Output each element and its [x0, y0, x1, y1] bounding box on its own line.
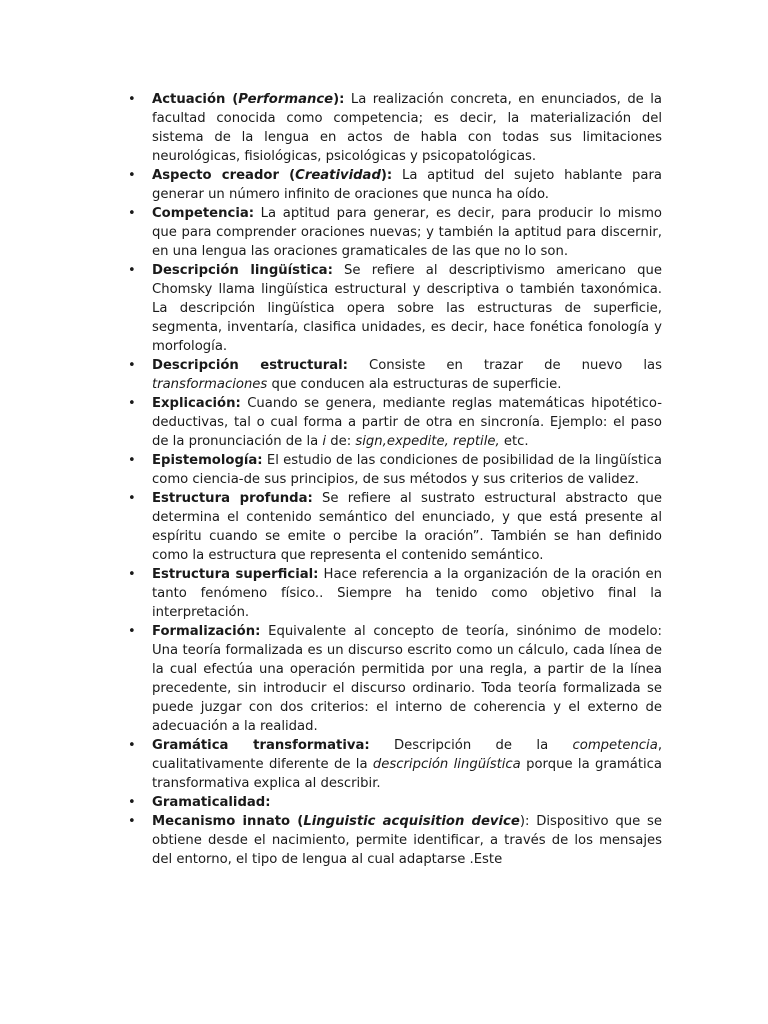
glossary-entry	[128, 356, 662, 394]
entry-definition-text: La aptitud para generar, es decir, para producir lo mismo que para comprender oraciones nuevas; y también la aptitud para discernir, en una lengua las oraciones gramaticales de las que no lo son.	[152, 206, 662, 259]
entry-term: Gramática transformativa:	[152, 738, 370, 753]
entry-term: Creatividad	[295, 168, 381, 183]
entry-term: Epistemología:	[152, 453, 263, 468]
entry-definition-text: de:	[326, 434, 356, 449]
glossary-entry	[128, 394, 662, 451]
bullet-icon: •	[128, 263, 136, 278]
glossary-entry	[128, 489, 662, 565]
bullet-icon: •	[128, 206, 136, 221]
entry-term: ):	[380, 168, 393, 183]
entry-term: Mecanismo innato (	[152, 814, 304, 829]
bullet-icon: •	[128, 453, 136, 468]
entry-term: Linguistic acquisition device	[303, 814, 520, 829]
entry-term: Explicación:	[152, 396, 241, 411]
glossary-entry	[128, 622, 662, 736]
entry-italic-text: sign,expedite, reptile,	[355, 434, 500, 449]
bullet-icon: •	[128, 567, 136, 582]
entry-italic-text: transformaciones	[152, 377, 268, 392]
entry-definition-text: Equivalente al concepto de teoría, sinónimo de modelo: Una teoría formalizada es un discurso escrito como un cálculo, cada línea de la cual efectúa una operación permitida por una regla, a partir de la línea precedente, sin introducir el discurso ordinario. Toda teoría formalizada se puede juzgar con dos criterios: el interno de coherencia y el externo de adecuación a la realidad.	[152, 624, 662, 734]
entry-term: Performance	[238, 92, 334, 107]
bullet-icon: •	[128, 795, 136, 810]
entry-term: Competencia:	[152, 206, 255, 221]
entry-definition-text: Consiste en trazar de nuevo las	[347, 358, 662, 373]
entry-term: Aspecto creador (	[152, 168, 296, 183]
entry-definition-text: Se refiere al descriptivismo americano que Chomsky llama lingüística estructural y descriptiva o también taxonómica. La descripción lingüística opera sobre las estructuras de superficie, segmenta, inventaría, clasifica unidades, es decir, hace fonética fonología y morfología.	[152, 263, 662, 354]
entry-definition-text: que conducen ala estructuras de superficie.	[267, 377, 562, 392]
entry-term: Descripción estructural:	[152, 358, 348, 373]
glossary-entry	[128, 812, 662, 869]
glossary-entry	[128, 736, 663, 793]
entry-definition-text: porque la gramática transformativa explica al describir.	[152, 757, 662, 791]
bullet-icon: •	[128, 738, 136, 753]
entry-italic-text: descripción lingüística	[372, 757, 521, 772]
glossary-entry	[128, 261, 662, 356]
entry-definition-text: Cuando se genera, mediante reglas matemáticas hipotético-deductivas, tal o cual forma a partir de otra en sincronía. Ejemplo: el paso de la pronunciación de la	[152, 396, 662, 449]
glossary-entry	[128, 565, 662, 622]
entry-definition-text: etc.	[499, 434, 529, 449]
entry-italic-text: competencia	[572, 738, 658, 753]
bullet-icon: •	[128, 624, 136, 639]
glossary-list	[128, 90, 663, 869]
bullet-icon: •	[128, 358, 136, 373]
bullet-icon: •	[128, 814, 136, 829]
entry-term: ):	[333, 92, 345, 107]
bullet-icon: •	[128, 168, 136, 183]
entry-term: Estructura profunda:	[152, 491, 313, 506]
bullet-icon: •	[128, 92, 136, 107]
entry-term: Estructura superficial:	[152, 567, 319, 582]
bullet-icon: •	[128, 491, 136, 506]
entry-term: Descripción lingüística:	[152, 263, 333, 278]
entry-definition-text: , cualitativamente diferente de la	[152, 738, 663, 772]
entry-term: Actuación (	[152, 92, 239, 107]
entry-term: Gramaticalidad:	[152, 795, 271, 810]
entry-definition-text: Hace referencia a la organización de la oración en tanto fenómeno físico.. Siempre ha tenido como objetivo final la interpretación.	[152, 567, 662, 620]
entry-definition-text: ): Dispositivo que se obtiene desde el nacimiento, permite identificar, a través de los mensajes del entorno, el tipo de lengua al cual adaptarse .Este	[152, 814, 662, 867]
bullet-icon: •	[128, 396, 136, 411]
glossary-entry	[128, 204, 662, 261]
entry-definition-text: La aptitud del sujeto hablante para generar un número infinito de oraciones que nunca ha oído.	[152, 168, 662, 202]
glossary-entry	[128, 451, 662, 489]
entry-definition-text: El estudio de las condiciones de posibilidad de la lingüística como ciencia-de sus principios, de sus métodos y sus criterios de validez.	[152, 453, 662, 487]
entry-italic-text: i	[322, 434, 327, 449]
glossary-entry	[128, 166, 662, 204]
entry-term: Formalización:	[152, 624, 261, 639]
glossary-entry	[128, 90, 662, 166]
entry-definition-text: La realización concreta, en enunciados, de la facultad conocida como competencia; es decir, la materialización del sistema de la lengua en actos de habla con todas sus limitaciones neurológicas, fisiológicas, psicológicas y psicopatológicas.	[152, 92, 662, 164]
entry-definition-text: Descripción de la	[369, 738, 573, 753]
glossary-entry	[128, 793, 662, 812]
entry-definition-text: Se refiere al sustrato estructural abstracto que determina el contenido semántico del enunciado, y que está presente al espíritu cuando se emite o percibe la oración”. También se han definido como la estructura que representa el contenido semántico.	[152, 491, 662, 563]
